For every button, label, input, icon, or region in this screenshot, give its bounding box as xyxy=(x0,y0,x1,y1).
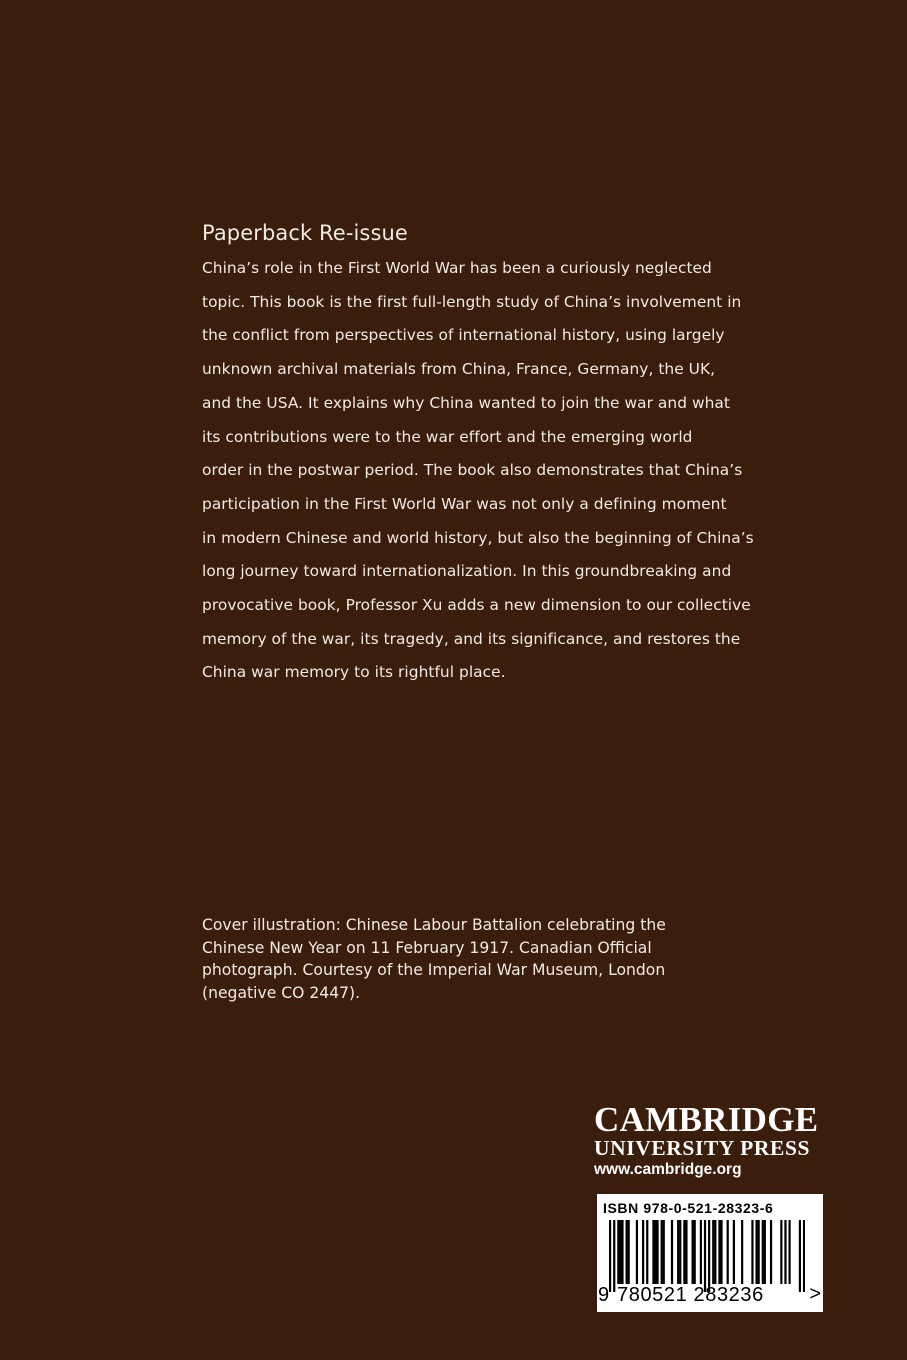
barcode-bar xyxy=(780,1220,782,1284)
back-cover-blurb xyxy=(202,218,754,690)
barcode-bar xyxy=(718,1220,720,1284)
barcode-bar xyxy=(646,1220,648,1284)
blurb-line: long journey toward internationalization. In this groundbreaking and xyxy=(202,562,732,581)
blurb-line: provocative book, Professor Xu adds a new dimension to our collective xyxy=(202,596,751,615)
credit-line: Cover illustration: Chinese Labour Battalion celebrating the xyxy=(202,916,666,934)
barcode-bar xyxy=(642,1220,644,1284)
barcode-bar xyxy=(671,1220,673,1284)
blurb-line: in modern Chinese and world history, but also the beginning of China’s xyxy=(202,528,754,547)
credit-line: Chinese New Year on 11 February 1917. Canadian Official xyxy=(202,938,652,957)
ean-arrow: > xyxy=(809,1283,821,1305)
isbn-barcode xyxy=(597,1194,823,1312)
barcode-bar xyxy=(609,1220,611,1292)
blurb-line: its contributions were to the war effort and the emerging world xyxy=(202,427,693,446)
barcode-bar xyxy=(751,1220,753,1284)
barcode-bar xyxy=(677,1220,679,1284)
barcode-bar xyxy=(613,1220,615,1292)
blurb-line: order in the postwar period. The book also demonstrates that China’s xyxy=(202,461,743,480)
barcode-bar xyxy=(764,1220,766,1284)
barcode-bar xyxy=(661,1220,663,1284)
barcode-bar xyxy=(652,1220,654,1284)
barcode-bar xyxy=(741,1220,743,1284)
credit-line: (negative CO 2447). xyxy=(202,983,361,1002)
publisher-press: UNIVERSITY PRESS xyxy=(594,1136,811,1160)
barcode-bar xyxy=(656,1220,658,1284)
barcode-bar xyxy=(694,1220,696,1284)
blurb-line: the conflict from perspectives of international history, using largely xyxy=(202,326,725,345)
blurb-line: China war memory to its rightful place. xyxy=(202,663,506,682)
isbn-label: ISBN 978-0-521-28323-6 xyxy=(603,1200,774,1216)
blurb-line: China’s role in the First World War has been a curiously neglected xyxy=(202,259,712,277)
barcode-bar xyxy=(727,1220,729,1284)
barcode-bar xyxy=(619,1220,621,1284)
barcode-bar xyxy=(679,1220,681,1284)
barcode-bar xyxy=(770,1220,772,1284)
barcode-bar xyxy=(708,1220,710,1292)
blurb-line: participation in the First World War was not only a defining moment xyxy=(202,494,727,513)
ean-first-digit: 9 xyxy=(598,1284,610,1306)
barcode-bar xyxy=(685,1220,687,1284)
publisher-name: CAMBRIDGE xyxy=(594,1100,819,1139)
barcode-bar xyxy=(755,1220,757,1284)
barcode-bar xyxy=(758,1220,760,1284)
barcode-bar xyxy=(626,1220,628,1284)
barcode-bar xyxy=(784,1220,786,1284)
blurb-body xyxy=(202,252,754,690)
barcode-bar xyxy=(700,1220,702,1284)
blurb-line: unknown archival materials from China, France, Germany, the UK, xyxy=(202,360,716,379)
barcode-bar xyxy=(733,1220,735,1284)
blurb-line: and the USA. It explains why China wanted to join the war and what xyxy=(202,393,730,412)
barcode-bar xyxy=(628,1220,630,1284)
barcode-bar xyxy=(683,1220,685,1284)
barcode-bar xyxy=(799,1220,801,1292)
barcode-bar xyxy=(788,1220,790,1284)
publisher-url: www.cambridge.org xyxy=(594,1161,742,1178)
blurb-heading: Paperback Re-issue xyxy=(202,221,408,245)
barcode-bar xyxy=(803,1220,805,1292)
barcode-bar xyxy=(704,1220,706,1292)
barcode-bar xyxy=(720,1220,722,1284)
blurb-line: memory of the war, its tragedy, and its significance, and restores the xyxy=(202,629,741,648)
barcode-bar xyxy=(636,1220,638,1284)
barcode-bar xyxy=(621,1220,623,1284)
barcode-bar xyxy=(654,1220,656,1284)
credit-line: photograph. Courtesy of the Imperial War Museum, London xyxy=(202,961,666,979)
barcode-bar xyxy=(714,1220,716,1284)
barcode-bar xyxy=(712,1220,714,1284)
publisher-logo xyxy=(594,1100,834,1181)
barcode-bar xyxy=(663,1220,665,1284)
barcode-bar xyxy=(617,1220,619,1284)
barcode-bar xyxy=(762,1220,764,1284)
cover-illustration-credit xyxy=(202,914,682,1004)
barcode-bar xyxy=(692,1220,694,1284)
ean-digits: 780521 283236 xyxy=(617,1284,764,1306)
blurb-line: topic. This book is the first full-length study of China’s involvement in xyxy=(202,292,742,311)
